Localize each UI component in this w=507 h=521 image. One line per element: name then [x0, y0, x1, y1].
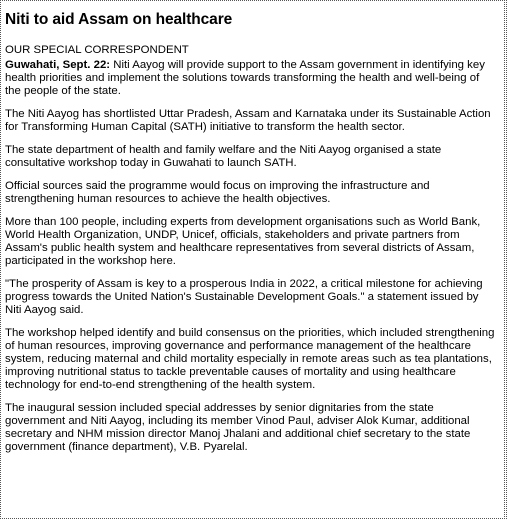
- paragraph-7: The workshop helped identify and build consensus on the priorities, which included strengthening of human resources, improving governance and performance management of the healthcare system, reducing maternal and child mortality especially in remote areas such as tea plantations, improving nutritional status to tackle preventable causes of mortality and using healthcare technology for end-to-end strengthening of the health system.: [5, 327, 495, 391]
- paragraph-4: Official sources said the programme would focus on improving the infrastructure and strengthening human resources to achieve the health objectives.: [5, 180, 430, 205]
- paragraph-2: The Niti Aayog has shortlisted Uttar Pradesh, Assam and Karnataka under its Sustainable Action for Transforming Human Capital (SATH) initiative to transform the health sector.: [5, 108, 491, 133]
- paragraph-6: "The prosperity of Assam is key to a prosperous India in 2022, a critical milestone for achieving progress towards the United Nation's Sustainable Development Goals." a statement issued by Niti Aayog said.: [5, 278, 483, 316]
- paragraph-3: The state department of health and family welfare and the Niti Aayog organised a state consultative workshop today in Guwahati to launch SATH.: [5, 144, 442, 169]
- paragraph-5: More than 100 people, including experts from development organisations such as World Bank, World Health Organization, UNDP, Unicef, officials, stakeholders and private partners from Assam's public health system and healthcare representatives from several districts of Assam, participated in the workshop here.: [5, 216, 481, 267]
- byline: OUR SPECIAL CORRESPONDENT: [5, 44, 189, 56]
- paragraph-1-text: Niti Aayog will provide support to the Assam government in identifying key health priorities and implement the solutions towards transforming the health and well-being of the people of the state.: [5, 59, 485, 97]
- paragraph-8: The inaugural session included special addresses by senior dignitaries from the state government and Niti Aayog, including its member Vinod Paul, adviser Alok Kumar, additional secretary and NHM mission director Manoj Jhalani and additional chief secretary to the state government (finance department), V.B. Pyarelal.: [5, 402, 471, 453]
- dateline: Guwahati, Sept. 22:: [5, 59, 111, 71]
- headline: Niti to aid Assam on healthcare: [5, 11, 233, 28]
- paragraph-1: [5, 59, 496, 98]
